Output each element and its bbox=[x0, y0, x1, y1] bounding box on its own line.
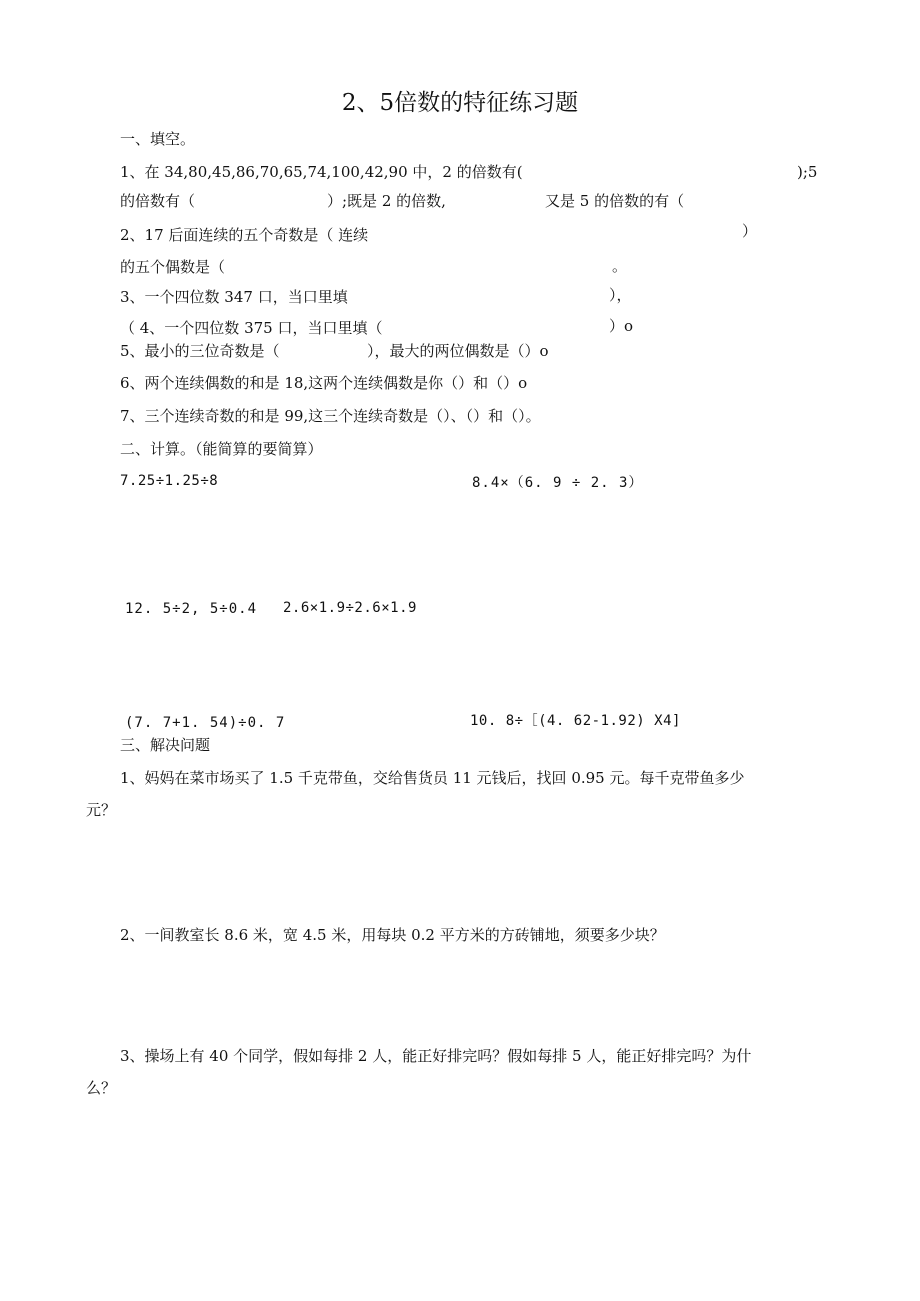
question-2-line1-end: ） bbox=[742, 222, 758, 240]
section-heading-problems: 三、解决问题 bbox=[120, 736, 211, 754]
question-3-end: ）， bbox=[609, 286, 632, 304]
question-6-text: 6、两个连续偶数的和是 18,这两个连续偶数是你（）和（）o bbox=[120, 374, 528, 392]
problem-1-line2: 元？ bbox=[86, 801, 117, 819]
section-heading-fill-blank: 一、填空。 bbox=[120, 130, 196, 148]
question-2-line2-end: 。 bbox=[612, 257, 628, 275]
question-4-text: （ 4、一个四位数 375 口，当口里填（ bbox=[120, 319, 383, 337]
calc-item-5: (7. 7+1. 54)÷0. 7 bbox=[125, 715, 286, 731]
question-1-line2-text: 的倍数有（ bbox=[120, 192, 196, 210]
calc-item-2: 8.4×（6. 9 ÷ 2. 3） bbox=[472, 475, 644, 491]
question-1-line2-middle: ）;既是 2 的倍数, bbox=[327, 192, 446, 210]
question-1-line1-text: 1、在 34,80,45,86,70,65,74,100,42,90 中，2 的倍数有( bbox=[120, 163, 523, 181]
page-title: 2、5倍数的特征练习题 bbox=[341, 90, 579, 116]
calc-item-6: 10. 8÷［(4. 62-1.92) X4] bbox=[470, 713, 681, 729]
question-7-text: 7、三个连续奇数的和是 99,这三个连续奇数是（）、（）和（）。 bbox=[120, 407, 541, 425]
problem-3-line1: 3、操场上有 40 个同学，假如每排 2 人，能正好排完吗？假如每排 5 人，能正好排完吗？为什 bbox=[120, 1047, 752, 1065]
question-2-line2-text: 的五个偶数是（ bbox=[120, 258, 226, 276]
problem-3-line2: 么？ bbox=[86, 1079, 117, 1097]
question-1-line2-end: 又是 5 的倍数的有（ bbox=[545, 192, 685, 210]
problem-2: 2、一间教室长 8.6 米，宽 4.5 米，用每块 0.2 平方米的方砖铺地，须要多少块？ bbox=[120, 926, 665, 944]
problem-1-line1: 1、妈妈在菜市场买了 1.5 千克带鱼，交给售货员 11 元钱后，找回 0.95 元。每千克带鱼多少 bbox=[120, 769, 745, 787]
question-2-line1-text: 2、17 后面连续的五个奇数是（ 连续 bbox=[120, 226, 369, 244]
question-5-end: ），最大的两位偶数是（）o bbox=[367, 342, 549, 360]
question-5-text: 5、最小的三位奇数是（ bbox=[120, 342, 280, 360]
calc-item-4: 2.6×1.9÷2.6×1.9 bbox=[283, 600, 417, 616]
section-heading-calculation: 二、计算。（能简算的要简算） bbox=[120, 440, 323, 458]
calc-item-3: 12. 5÷2, 5÷0.4 bbox=[125, 601, 258, 617]
question-3-text: 3、一个四位数 347 口，当口里填 bbox=[120, 288, 348, 306]
question-1-line1-end: );5 bbox=[797, 163, 818, 181]
question-4-end: ）o bbox=[609, 317, 634, 335]
calc-item-1: 7.25÷1.25÷8 bbox=[120, 473, 219, 489]
